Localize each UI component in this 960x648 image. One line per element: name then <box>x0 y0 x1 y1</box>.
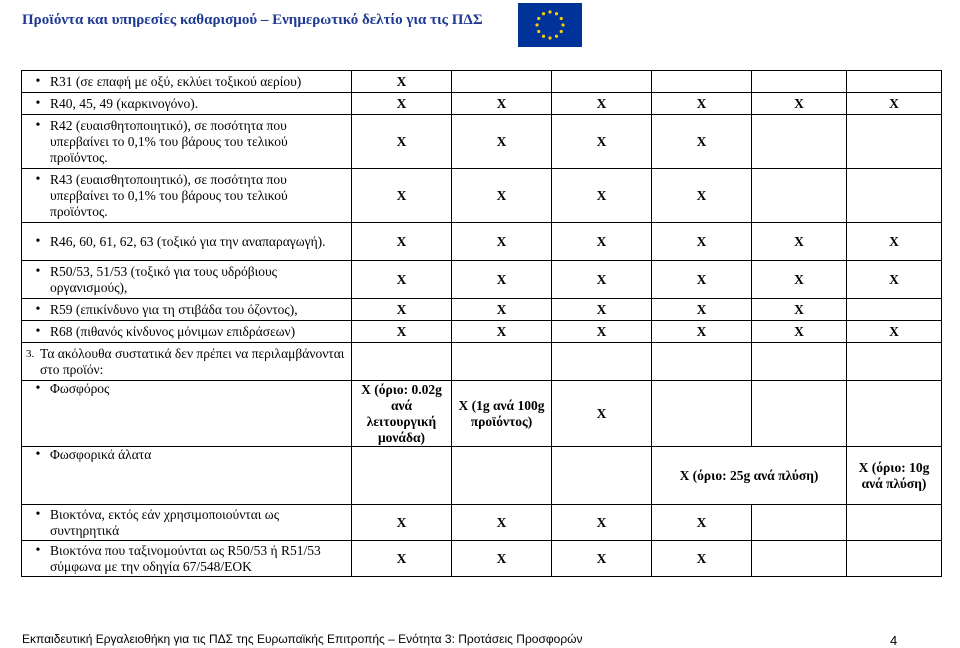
flag-star-icon <box>555 12 558 15</box>
mark-cell: X <box>752 93 847 115</box>
mark-cell <box>652 71 752 93</box>
mark-cell: X <box>847 321 942 343</box>
eu-flag-logo <box>518 3 582 47</box>
mark-cell: X <box>452 299 552 321</box>
mark-cell: X <box>552 115 652 169</box>
mark-cell: X <box>552 223 652 261</box>
criterion-text: R59 (επικίνδυνο για τη στιβάδα του όζοντος), <box>50 301 298 317</box>
mark-cell: X (όριο: 10g ανά πλύση) <box>847 447 942 505</box>
section-heading: Τα ακόλουθα συστατικά δεν πρέπει να περιλαμβάνονται στο προϊόν: <box>40 345 345 377</box>
table-row <box>22 505 942 541</box>
flag-star-icon <box>537 30 540 33</box>
bullet-icon: • <box>35 117 41 133</box>
mark-cell <box>847 71 942 93</box>
mark-cell: X <box>352 223 452 261</box>
criterion-text: R40, 45, 49 (καρκινογόνο). <box>50 95 199 111</box>
table-row <box>22 71 942 93</box>
bullet-icon: • <box>35 506 41 522</box>
criteria-table <box>21 70 942 577</box>
criterion-cell <box>22 321 352 343</box>
criterion-text: Βιοκτόνα, εκτός εάν χρησιμοποιούνται ως συντηρητικά <box>50 506 280 538</box>
section-number: 3. <box>26 347 35 360</box>
mark-cell: X <box>652 223 752 261</box>
criterion-text: R42 (ευαισθητοποιητικό), σε ποσότητα που υπερβαίνει το 0,1% του βάρους του τελικού προϊόντος. <box>50 117 288 165</box>
bullet-icon: • <box>35 95 41 111</box>
mark-cell <box>847 169 942 223</box>
criterion-text: R31 (σε επαφή με οξύ, εκλύει τοξικού αερίου) <box>50 73 302 89</box>
criterion-cell <box>22 223 352 261</box>
mark-cell: X <box>752 299 847 321</box>
criterion-cell <box>22 299 352 321</box>
mark-cell: X <box>652 93 752 115</box>
bullet-icon: • <box>35 323 41 339</box>
criterion-cell <box>22 381 352 447</box>
mark-cell: X <box>652 505 752 541</box>
bullet-icon: • <box>35 233 41 249</box>
criterion-cell <box>22 93 352 115</box>
criterion-cell <box>22 447 352 505</box>
mark-cell <box>847 343 942 381</box>
flag-star-icon <box>561 23 564 26</box>
bullet-icon: • <box>35 447 41 462</box>
mark-cell <box>452 343 552 381</box>
mark-cell: X <box>847 261 942 299</box>
mark-cell: X <box>352 71 452 93</box>
section-row <box>22 343 942 381</box>
table-row <box>22 299 942 321</box>
mark-cell: X <box>552 381 652 447</box>
mark-cell: X <box>452 93 552 115</box>
criterion-cell <box>22 169 352 223</box>
mark-cell <box>352 447 452 505</box>
mark-cell <box>752 169 847 223</box>
criterion-text: R46, 60, 61, 62, 63 (τοξικό για την αναπαραγωγή). <box>50 233 326 249</box>
flag-star-icon <box>560 17 563 20</box>
mark-cell <box>552 71 652 93</box>
mark-cell: X <box>652 261 752 299</box>
footer-text: Εκπαιδευτική Εργαλειοθήκη για τις ΠΔΣ της Ευρωπαϊκής Επιτροπής – Ενότητα 3: Προτάσεις Προσφορών <box>22 632 583 646</box>
mark-cell: X <box>452 261 552 299</box>
mark-cell: X <box>352 169 452 223</box>
mark-cell <box>847 505 942 541</box>
bullet-icon: • <box>35 381 41 396</box>
criterion-cell <box>22 115 352 169</box>
mark-cell: X <box>552 93 652 115</box>
table-row <box>22 381 942 447</box>
mark-cell: X <box>452 541 552 577</box>
bullet-icon: • <box>35 301 41 317</box>
mark-cell: X <box>452 223 552 261</box>
mark-cell <box>752 115 847 169</box>
mark-cell: X (όριο: 25g ανά πλύση) <box>652 447 847 505</box>
table-row <box>22 321 942 343</box>
mark-cell: X <box>552 169 652 223</box>
mark-cell <box>847 115 942 169</box>
mark-cell: X (όριο: 0.02g ανά λειτουργική μονάδα) <box>352 381 452 447</box>
table-row <box>22 541 942 577</box>
flag-star-icon <box>542 12 545 15</box>
table-row <box>22 447 942 505</box>
mark-cell <box>847 381 942 447</box>
bullet-icon: • <box>35 171 41 187</box>
flag-star-icon <box>555 35 558 38</box>
mark-cell <box>552 447 652 505</box>
flag-star-icon <box>537 17 540 20</box>
table-row <box>22 115 942 169</box>
mark-cell: X <box>847 223 942 261</box>
mark-cell: X <box>552 541 652 577</box>
mark-cell <box>847 299 942 321</box>
mark-cell: X <box>452 169 552 223</box>
mark-cell: X <box>652 541 752 577</box>
flag-star-icon <box>548 10 551 13</box>
flag-star-icon <box>548 36 551 39</box>
page-number: 4 <box>890 633 898 648</box>
mark-cell: X <box>752 321 847 343</box>
mark-cell: X <box>352 541 452 577</box>
mark-cell: X <box>352 299 452 321</box>
criterion-cell <box>22 261 352 299</box>
mark-cell: X <box>352 115 452 169</box>
criterion-text: Φωσφόρος <box>50 381 110 396</box>
table-row <box>22 223 942 261</box>
mark-cell <box>552 343 652 381</box>
mark-cell: X <box>452 321 552 343</box>
mark-cell <box>652 343 752 381</box>
mark-cell: X <box>752 261 847 299</box>
criterion-cell <box>22 71 352 93</box>
mark-cell <box>452 447 552 505</box>
mark-cell <box>752 541 847 577</box>
criterion-text: Φωσφορικά άλατα <box>50 447 152 462</box>
mark-cell: X <box>552 261 652 299</box>
mark-cell <box>752 505 847 541</box>
mark-cell <box>847 541 942 577</box>
mark-cell: X <box>652 299 752 321</box>
mark-cell: X (1g ανά 100g προϊόντος) <box>452 381 552 447</box>
mark-cell: X <box>752 223 847 261</box>
criterion-text: R50/53, 51/53 (τοξικό για τους υδρόβιους οργανισμούς), <box>50 263 278 295</box>
mark-cell: X <box>652 115 752 169</box>
mark-cell <box>652 381 752 447</box>
mark-cell: X <box>352 93 452 115</box>
mark-cell: X <box>452 115 552 169</box>
mark-cell: X <box>552 321 652 343</box>
flag-star-icon <box>542 35 545 38</box>
mark-cell: X <box>352 505 452 541</box>
criterion-text: R43 (ευαισθητοποιητικό), σε ποσότητα που υπερβαίνει το 0,1% του βάρους του τελικού προϊόντος. <box>50 171 288 219</box>
mark-cell: X <box>452 505 552 541</box>
table-row <box>22 169 942 223</box>
bullet-icon: • <box>35 263 41 279</box>
mark-cell: X <box>652 169 752 223</box>
flag-star-icon <box>560 30 563 33</box>
mark-cell: X <box>552 505 652 541</box>
mark-cell: X <box>552 299 652 321</box>
bullet-icon: • <box>35 73 41 89</box>
mark-cell <box>752 343 847 381</box>
mark-cell <box>452 71 552 93</box>
criterion-cell <box>22 541 352 577</box>
criterion-cell <box>22 505 352 541</box>
flag-star-icon <box>535 23 538 26</box>
bullet-icon: • <box>35 542 41 558</box>
criterion-text: R68 (πιθανός κίνδυνος μόνιμων επιδράσεων) <box>50 323 296 339</box>
page-header-title: Προϊόντα και υπηρεσίες καθαρισμού – Ενημερωτικό δελτίο για τις ΠΔΣ <box>22 12 483 28</box>
criterion-text: Βιοκτόνα που ταξινομούνται ως R50/53 ή R51/53 σύμφωνα με την οδηγία 67/548/ΕΟΚ <box>50 542 321 574</box>
mark-cell <box>752 71 847 93</box>
table-row <box>22 93 942 115</box>
mark-cell <box>352 343 452 381</box>
table-row <box>22 261 942 299</box>
section-cell <box>22 343 352 381</box>
mark-cell: X <box>847 93 942 115</box>
mark-cell <box>752 381 847 447</box>
mark-cell: X <box>352 261 452 299</box>
mark-cell: X <box>352 321 452 343</box>
mark-cell: X <box>652 321 752 343</box>
